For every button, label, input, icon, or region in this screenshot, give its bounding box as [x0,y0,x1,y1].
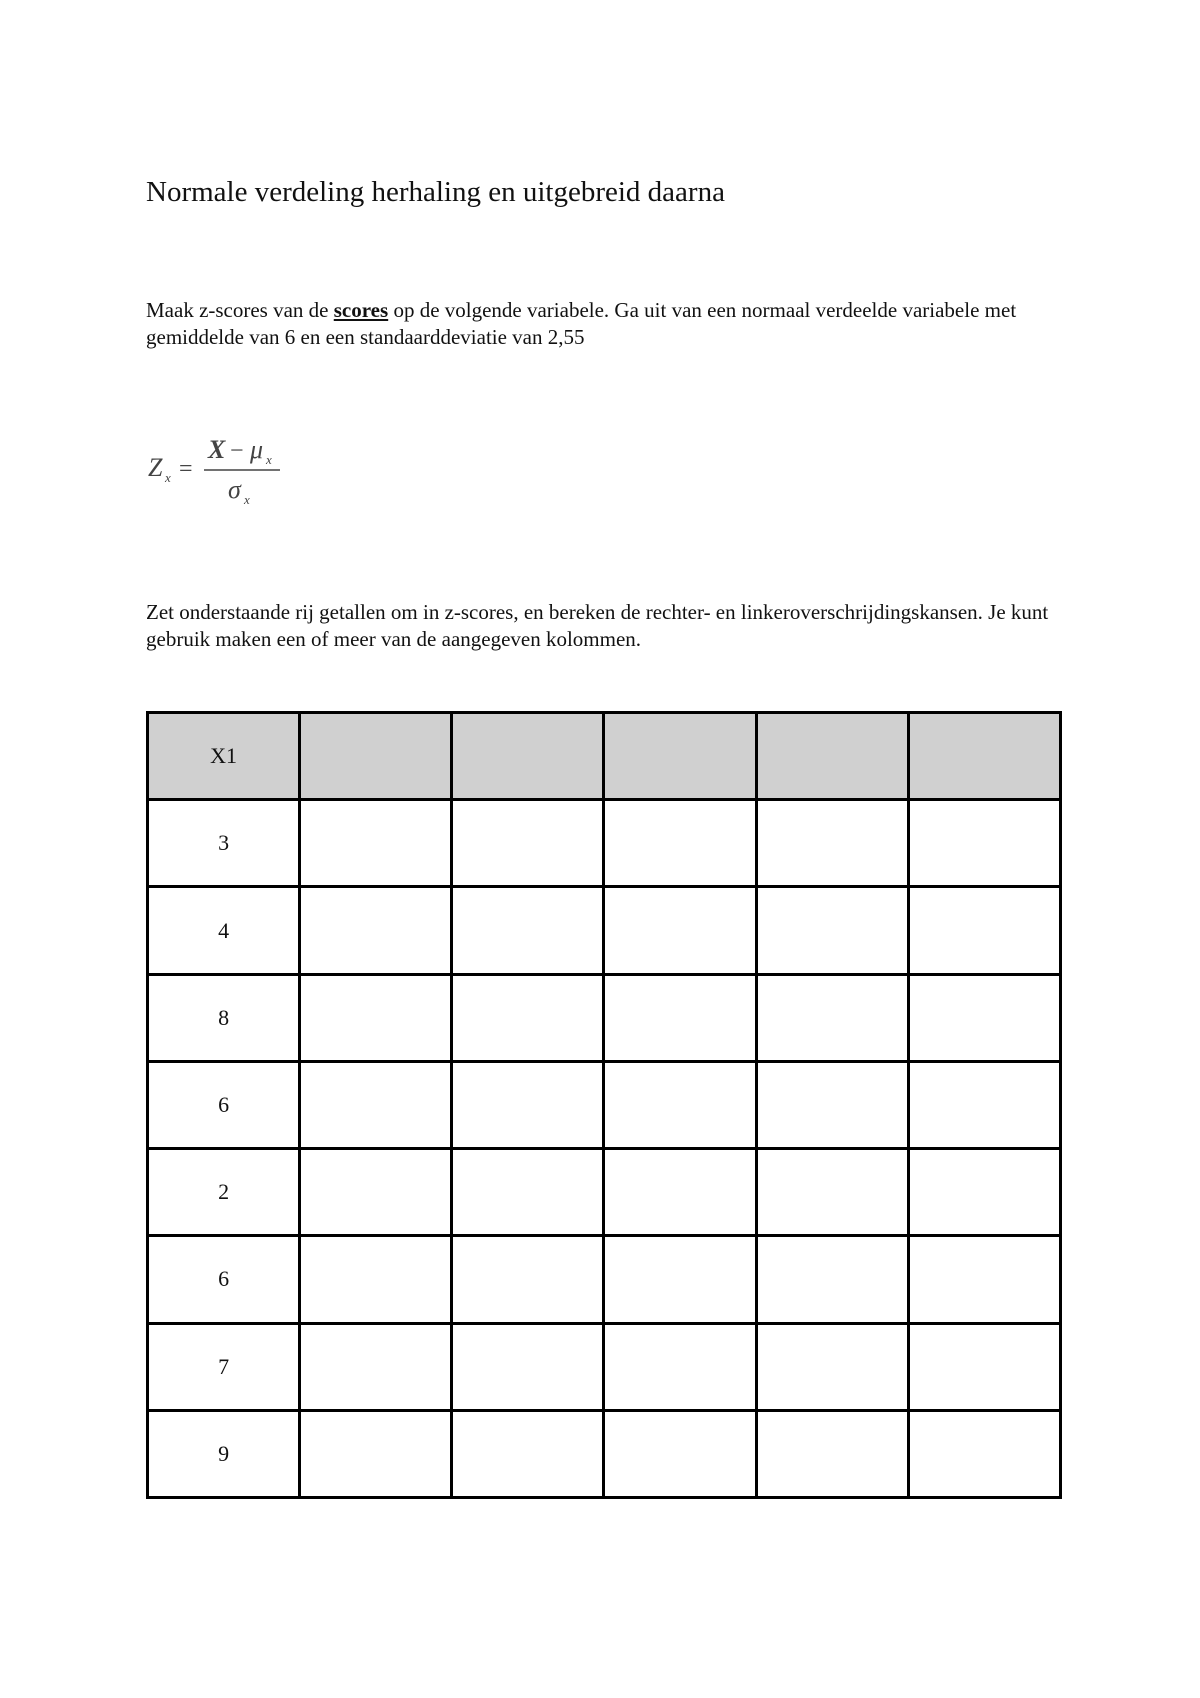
x1-value-cell: 6 [148,1236,300,1323]
answer-cell[interactable] [604,800,756,887]
answer-cell[interactable] [300,1410,452,1497]
x1-value-cell: 6 [148,1061,300,1148]
intro-paragraph [146,297,1066,351]
formula-lhs: Z [148,453,163,482]
answer-cell[interactable] [300,1236,452,1323]
z-score-formula [146,436,296,510]
answer-cell[interactable] [756,1410,908,1497]
answer-cell[interactable] [452,1061,604,1148]
answer-cell[interactable] [452,1323,604,1410]
formula-sigma: σ [228,475,241,504]
instruction-paragraph: Zet onderstaande rij getallen om in z-scores, en bereken de rechter- en linkeroverschrijdingskansen. Je kunt gebruik maken een of meer van de aangegeven kolommen. [146,600,1049,651]
header-cell-empty [452,713,604,800]
answer-cell[interactable] [300,1149,452,1236]
answer-cell[interactable] [452,1410,604,1497]
formula-mu-subscript: x [266,452,272,467]
header-cell-empty [756,713,908,800]
x1-value-cell: 2 [148,1149,300,1236]
answer-cell[interactable] [604,1410,756,1497]
answer-cell[interactable] [908,800,1060,887]
x1-value-cell: 8 [148,974,300,1061]
answer-cell[interactable] [300,887,452,974]
answer-cell[interactable] [756,800,908,887]
answer-cell[interactable] [756,974,908,1061]
x1-value-cell: 4 [148,887,300,974]
answer-cell[interactable] [756,1149,908,1236]
formula-lhs-subscript: x [165,470,171,485]
answer-cell[interactable] [908,974,1060,1061]
answer-cell[interactable] [604,887,756,974]
formula-numerator-x: X [208,436,226,464]
answer-cell[interactable] [300,800,452,887]
table-row [148,1323,1061,1410]
table-header-row [148,713,1061,800]
answer-cell[interactable] [452,887,604,974]
answer-cell[interactable] [908,1236,1060,1323]
header-cell-empty [604,713,756,800]
intro-emphasis: scores [333,298,389,322]
answer-cell[interactable] [300,974,452,1061]
x1-value-cell: 7 [148,1323,300,1410]
answer-cell[interactable] [604,1323,756,1410]
answer-cell[interactable] [908,1149,1060,1236]
answer-cell[interactable] [908,887,1060,974]
answer-cell[interactable] [300,1323,452,1410]
answer-cell[interactable] [604,1149,756,1236]
answer-cell[interactable] [452,800,604,887]
answer-cell[interactable] [908,1410,1060,1497]
intro-text-after: op de volgende variabele. Ga uit van een normaal verdeelde variabele met gemiddelde van 6 en een standaarddeviatie van 2,55 [146,298,1017,349]
table-row [148,1410,1061,1497]
answer-cell[interactable] [756,1236,908,1323]
table-row [148,887,1061,974]
answer-cell[interactable] [908,1323,1060,1410]
intro-text-before: Maak z-scores van de [146,298,334,322]
answer-cell[interactable] [908,1061,1060,1148]
formula-equals: = [179,456,193,482]
answer-cell[interactable] [604,1061,756,1148]
answer-cell[interactable] [756,1061,908,1148]
answer-cell[interactable] [604,974,756,1061]
table-row [148,1061,1061,1148]
answer-cell[interactable] [452,1149,604,1236]
answer-cell[interactable] [756,887,908,974]
answer-cell[interactable] [756,1323,908,1410]
x1-value-cell: 3 [148,800,300,887]
formula-sigma-subscript: x [244,492,250,507]
header-cell-empty [300,713,452,800]
page-title: Normale verdeling herhaling en uitgebreid daarna [146,176,725,208]
header-cell-x1: X1 [148,713,300,800]
table-row [148,1236,1061,1323]
z-score-table [146,711,1062,1499]
formula-minus: − [230,438,244,464]
answer-cell[interactable] [452,1236,604,1323]
x1-value-cell: 9 [148,1410,300,1497]
table-row [148,800,1061,887]
table-row [148,974,1061,1061]
answer-cell[interactable] [300,1061,452,1148]
answer-cell[interactable] [452,974,604,1061]
answer-cell[interactable] [604,1236,756,1323]
header-cell-empty [908,713,1060,800]
table-row [148,1149,1061,1236]
formula-mu: μ [250,436,264,464]
